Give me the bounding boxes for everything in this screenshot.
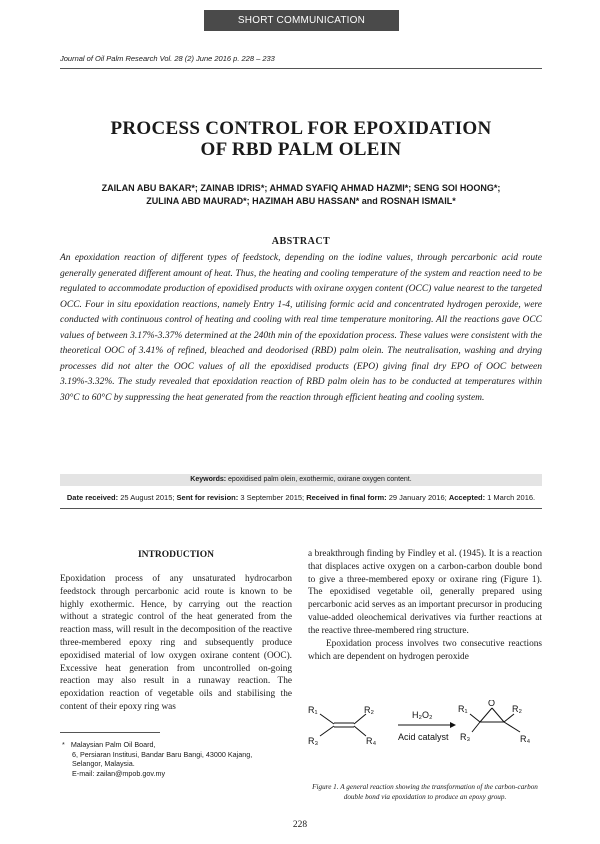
- footnote-line-3: Selangor, Malaysia.: [72, 759, 135, 768]
- epoxide-bond-r3: [472, 722, 480, 732]
- bond-r2: [354, 714, 366, 724]
- authors-line-1: ZAILAN ABU BAKAR*; ZAINAB IDRIS*; AHMAD SYAFIQ AHMAD HAZMI*; SENG SOI HOONG*;: [101, 183, 501, 193]
- bond-r3: [320, 726, 334, 736]
- alkene-r3: R₃: [308, 736, 319, 746]
- epoxide-bond-r2: [504, 714, 514, 722]
- final-date: 29 January 2016;: [388, 493, 447, 502]
- revision-date: 3 September 2015;: [240, 493, 305, 502]
- accepted-date: 1 March 2016.: [487, 493, 536, 502]
- keywords-label: Keywords:: [190, 476, 227, 483]
- catalyst-label: Acid catalyst: [398, 732, 449, 742]
- epoxide-r2: R₂: [512, 704, 522, 714]
- epoxide-oxygen: O: [488, 700, 496, 708]
- alkene-r2: R₂: [364, 705, 374, 715]
- affiliation-footnote: [62, 740, 252, 778]
- journal-reference: Journal of Oil Palm Research Vol. 28 (2) June 2016 p. 228 – 233: [60, 54, 275, 63]
- date-history: [60, 492, 542, 504]
- title-line-2: OF RBD PALM OLEIN: [200, 139, 402, 160]
- bond-r4: [354, 726, 366, 736]
- footnote-email: E-mail: zailan@mpob.gov.my: [72, 768, 166, 778]
- received-label: Date received:: [66, 493, 119, 502]
- keywords-bar: [60, 474, 542, 486]
- final-label: Received in final form:: [306, 493, 387, 502]
- accepted-label: Accepted:: [448, 493, 486, 502]
- epoxide-r4: R₄: [520, 734, 531, 744]
- keywords-text: epoxidised palm olein, exothermic, oxirane oxygen content.: [228, 476, 412, 483]
- epoxide-co-bond-left: [480, 708, 492, 722]
- author-list: [60, 182, 542, 208]
- page-number: 228: [292, 820, 308, 830]
- authors-line-2: ZULINA ABD MAURAD*; HAZIMAH ABU HASSAN* and ROSNAH ISMAIL*: [146, 196, 456, 206]
- epoxide-r3: R₃: [460, 732, 471, 742]
- right-paragraph-1: a breakthrough finding by Findley et al. (1945). It is a reaction that displaces active oxygen on a carbon-carbon double bond to give a three-membered epoxy or oxirane ring (Figure 1). The epoxidised vegetable oil, generally prepared using percarbonic acid serves as an important precursor in producing value-added oleochemical derivatives via further reactions at the reactive three-membered ring structure.: [308, 549, 542, 636]
- introduction-heading: INTRODUCTION: [137, 550, 214, 560]
- footnote-rule: [60, 732, 160, 733]
- title-line-1: PROCESS CONTROL FOR EPOXIDATION: [110, 118, 492, 139]
- alkene-r1: R₁: [308, 705, 318, 715]
- abstract-heading: ABSTRACT: [271, 236, 331, 247]
- epoxidation-reaction-figure: [308, 700, 542, 780]
- revision-label: Sent for revision:: [176, 493, 239, 502]
- introduction-paragraph: Epoxidation process of any unsaturated hydrocarbon feedstock through percarbonic acid route is known to be highly exothermic. Hence, by carrying out the reaction without a strategic control of the heat generated from the reaction mass, will result in the decomposition of the reactive three-membered epoxy ring and subsequently produce epoxidised material of low oxygen oxirane content (OOC). Excessive heat generation from uncontrolled on-going reaction may also result in a runaway reaction. The epoxidation reaction of vegetable oils and stabilising the content of their epoxy ring was: [60, 574, 292, 712]
- paper-title: [60, 118, 542, 160]
- footnote-line-1: Malaysian Palm Oil Board,: [70, 740, 156, 749]
- arrow-head: [450, 722, 456, 728]
- header-rule: [60, 68, 542, 69]
- epoxide-bond-r1: [470, 714, 480, 722]
- section-banner: SHORT COMMUNICATION: [204, 10, 399, 31]
- figure-caption: Figure 1. A general reaction showing the transformation of the carbon-carbon double bond via epoxidation to produce an epoxy group.: [312, 783, 538, 801]
- reagent-label: H₂O₂: [412, 710, 433, 720]
- footnote-marker: *: [62, 740, 65, 749]
- dates-rule: [60, 508, 542, 509]
- right-paragraph-2: Epoxidation process involves two consecutive reactions which are dependent on hydrogen peroxide: [308, 639, 542, 662]
- epoxide-r1: R₁: [458, 704, 468, 714]
- alkene-r4: R₄: [366, 736, 377, 746]
- bond-r1: [320, 714, 334, 724]
- abstract-text: An epoxidation reaction of different types of feedstock, depending on the iodine values, through percarbonic acid route generally generated different amount of heat. Thus, the heating and cooling temperature of the system and reaction need to be regulated to accommodate production of epoxidised products with oxirane oxygen content (OCC) value nearest to the targeted OCC. Four in situ epoxidation reactions, namely Entry 1-4, utilising formic acid and concentrated hydrogen peroxide, were conducted with continuous control of heating and cooling with real time temperature monitoring. All the reactions gave OCC values of between 3.17%-3.37% determined at the 240th min of the epoxidation process. These values were consistent with the theoretical OOC of 3.41% of refined, bleached and deodorised (RBD) palm olein. The neutralisation, washing and drying processes did not alter the OOC values of all the epoxidised products (EPO) giving final dry EPO of OOC between 3.19%-3.32%. The study revealed that epoxidation reaction of RBD palm olein has to be conducted at temperatures within 30°C to 60°C by suppressing the heat generated from the reaction through efficient heating and cooling system.: [60, 253, 542, 403]
- epoxide-bond-r4: [504, 722, 520, 732]
- footnote-line-2: 6, Persiaran Institusi, Bandar Baru Bangi, 43000 Kajang,: [72, 749, 253, 759]
- received-date: 25 August 2015;: [120, 493, 175, 502]
- epoxide-co-bond-right: [492, 708, 504, 722]
